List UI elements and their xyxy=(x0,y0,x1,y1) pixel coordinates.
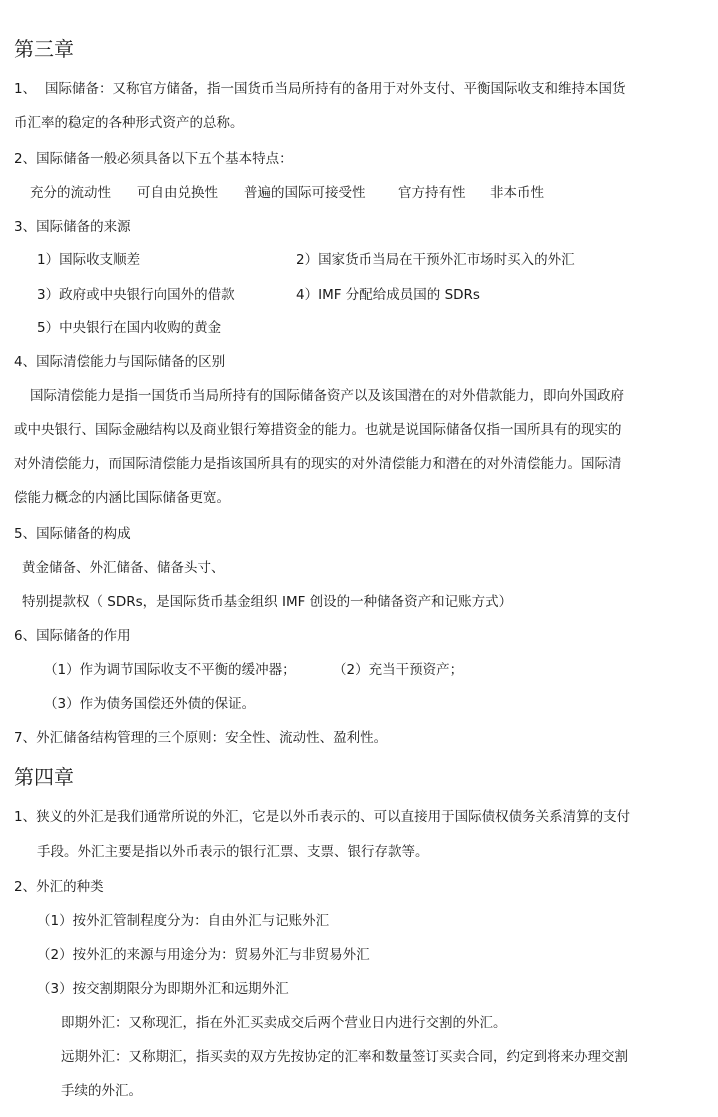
c4-p2-item-1: （1）按外汇管制程度分为：自由外汇与记账外汇 xyxy=(37,913,330,929)
c3-p2-trait-4: 官方持有性 xyxy=(398,185,466,201)
c3-p5-heading: 5、国际储备的构成 xyxy=(14,526,131,542)
c3-p2-trait-3: 普遍的国际可接受性 xyxy=(244,185,366,201)
c3-p2-trait-5: 非本币性 xyxy=(490,185,544,201)
c3-p6-item-1: （1）作为调节国际收支不平衡的缓冲器； xyxy=(44,662,296,678)
c4-p1-line2: 手段。外汇主要是指以外币表示的银行汇票、支票、银行存款等。 xyxy=(37,844,429,860)
c3-p1-line2: 币汇率的稳定的各种形式资产的总称。 xyxy=(14,115,244,131)
c3-p2-trait-2: 可自由兑换性 xyxy=(137,185,218,201)
c3-p5-line2: 特别提款权（ SDRs，是国际货币基金组织 IMF 创设的一种储备资产和记账方式） xyxy=(22,594,513,610)
c3-p3-item-2: 2）国家货币当局在干预外汇市场时买入的外汇 xyxy=(296,252,575,268)
c3-p4-heading: 4、国际清偿能力与国际储备的区别 xyxy=(14,354,226,370)
c4-p1-line1: 1、狭义的外汇是我们通常所说的外汇，它是以外币表示的、可以直接用于国际债权债务关系清算的支付 xyxy=(14,809,631,825)
c4-spot-exchange: 即期外汇：又称现汇，指在外汇买卖成交后两个营业日内进行交割的外汇。 xyxy=(61,1015,507,1031)
c3-p6-item-3: （3）作为债务国偿还外债的保证。 xyxy=(44,696,256,712)
c3-p2-heading: 2、国际储备一般必须具备以下五个基本特点： xyxy=(14,151,293,167)
c3-p1-number: 1、 xyxy=(14,81,37,97)
c3-p4-line2: 或中央银行、国际金融结构以及商业银行筹措资金的能力。也就是说国际储备仅指一国所具有的现实的 xyxy=(14,422,622,438)
chapter-4-title: 第四章 xyxy=(14,765,74,789)
c3-p3-item-3: 3）政府或中央银行向国外的借款 xyxy=(37,287,235,303)
c4-p2-item-2: （2）按外汇的来源与用途分为：贸易外汇与非贸易外汇 xyxy=(37,947,370,963)
c3-p6-item-2: （2）充当干预资产； xyxy=(333,662,464,678)
c3-p3-item-4: 4）IMF 分配给成员国的 SDRs xyxy=(296,287,480,303)
c3-p2-trait-1: 充分的流动性 xyxy=(30,185,111,201)
chapter-3-title: 第三章 xyxy=(14,37,74,61)
c4-p2-heading: 2、外汇的种类 xyxy=(14,879,104,895)
c3-p3-item-1: 1）国际收支顺差 xyxy=(37,252,141,268)
c4-forward-exchange-line2: 手续的外汇。 xyxy=(61,1083,142,1099)
c4-forward-exchange-line1: 远期外汇：又称期汇，指买卖的双方先按协定的汇率和数量签订买卖合同，约定到将来办理交割 xyxy=(61,1049,628,1065)
c3-p7: 7、外汇储备结构管理的三个原则：安全性、流动性、盈利性。 xyxy=(14,730,388,746)
c3-p3-item-5: 5）中央银行在国内收购的黄金 xyxy=(37,320,222,336)
c3-p5-line1: 黄金储备、外汇储备、储备头寸、 xyxy=(22,560,225,576)
c3-p4-line1: 国际清偿能力是指一国货币当局所持有的国际储备资产以及该国潜在的对外借款能力，即向外国政府 xyxy=(30,388,624,404)
c3-p4-line3: 对外清偿能力，而国际清偿能力是指该国所具有的现实的对外清偿能力和潜在的对外清偿能力。国际清 xyxy=(14,456,622,472)
c3-p4-line4: 偿能力概念的内涵比国际储备更宽。 xyxy=(14,490,230,506)
c3-p6-heading: 6、国际储备的作用 xyxy=(14,628,131,644)
c3-p1-line1: 国际储备：又称官方储备，指一国货币当局所持有的备用于对外支付、平衡国际收支和维持本国货 xyxy=(45,81,626,97)
c3-p3-heading: 3、国际储备的来源 xyxy=(14,219,131,235)
c4-p2-item-3: （3）按交割期限分为即期外汇和远期外汇 xyxy=(37,981,289,997)
